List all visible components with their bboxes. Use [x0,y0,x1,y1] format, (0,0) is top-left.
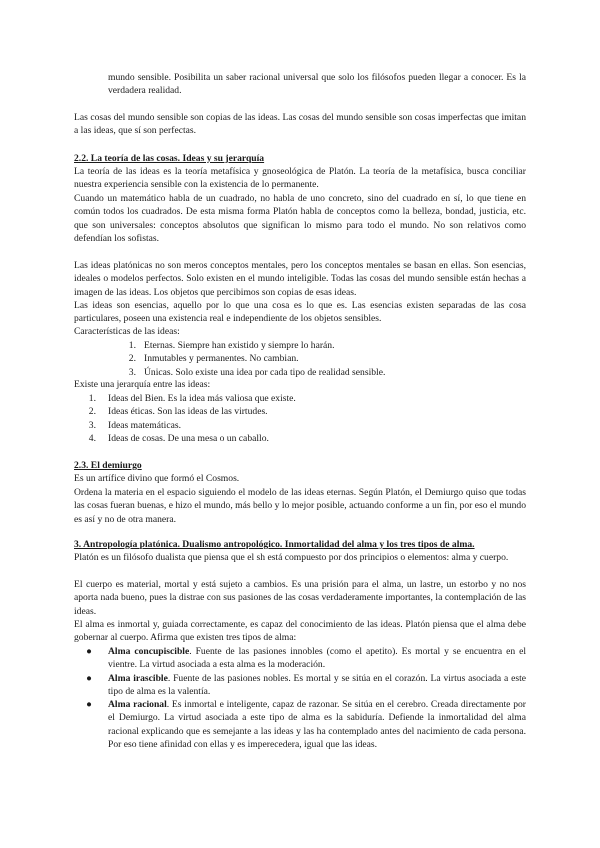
intro-continuation: mundo sensible. Posibilita un saber racional universal que solo los filósofos pueden llegar a conocer. Es la verdadera realidad. [108,72,526,97]
soul-name: Alma racional [108,699,167,711]
list-item: 2. Ideas éticas. Son las ideas de las virtudes. [88,406,268,418]
section-3-heading: 3. Antropología platónica. Dualismo antropológico. Inmortalidad del alma y los tres tipos de alma. [74,539,475,550]
characteristics-list [74,339,526,379]
intro-copies-paragraph: Las cosas del mundo sensible son copias de las ideas. Las cosas del mundo sensible son cosas imperfectas que imitan a las ideas, que sí son perfectas. [74,112,526,137]
list-item: ● Alma racional. Es inmortal e inteligente, capaz de razonar. Se sitúa en el cerebro. Creada directamente por el Demiurgo. La virtud asociada a este tipo de alma es la sabiduría. Defiende la inmortalidad del alma racional explicando que es semejante a las ideas y las ha contemplado antes del nacimiento de cada persona. Por eso tiene afinidad con ellas y es imperecedera, igual que las ideas. [74,698,526,751]
list-item: 3. Ideas matemáticas. [88,419,181,431]
s23-paragraph-2: Ordena la materia en el espacio siguiendo el modelo de las ideas eternas. Según Platón, el Demiurgo quiso que todas las cosas fueran buenas, e hizo el mundo, más bello y lo mejor posible, actuando conforme a un fin, por eso el mundo es así y no de otra manera. [74,487,526,525]
section-2-2-heading: 2.2. La teoría de las cosas. Ideas y su jerarquía [74,153,265,164]
hierarchy-label: Existe una jerarquía entre las ideas: [74,379,211,390]
list-item: 3. Únicas. Solo existe una idea por cada tipo de realidad sensible. [128,366,386,378]
hierarchy-list [74,392,526,445]
list-item: 2. Inmutables y permanentes. No cambian. [128,353,299,365]
list-item: 4. Ideas de cosas. De una mesa o un caballo. [88,432,269,444]
bullet-icon: ● [86,672,92,684]
s23-paragraph-1: Es un artífice divino que formó el Cosmos. [74,473,240,484]
bullet-icon: ● [86,699,92,711]
section-2-3-heading: 2.3. El demiurgo [74,460,142,471]
list-item: ● Alma irascible. Fuente de las pasiones nobles. Es mortal y se sitúa en el corazón. La virtus asociada a este tipo de alma es la valentía. [74,672,526,699]
soul-name: Alma concupiscible [108,646,190,657]
list-item: ● Alma concupiscible. Fuente de las pasiones innobles (como el apetito). Es mortal y se encuentra en el vientre. La virtud asociada a esta alma es la moderación. [74,645,526,672]
s22-paragraph-2: Cuando un matemático habla de un cuadrado, no habla de uno concreto, sino del cuadrado en sí, lo que tiene en común todos los cuadrados. De esta misma forma Platón habla de conceptos como la belleza, bondad, justicia, etc. que son universales: conceptos absolutos que significan lo mismo para todo el mundo. No son relativos como defendían los sofistas. [74,193,526,244]
s22-paragraph-4: Las ideas son esencias, aquello por lo que una cosa es lo que es. Las esencias existen separadas de las cosa particulares, poseen una existencia real e independiente de los objetos sensibles. [74,300,526,325]
s3-paragraph-3: El alma es inmortal y, guiada correctamente, es capaz del conocimiento de las ideas. Platón piensa que el alma debe gobernar al cuerpo. Afirma que existen tres tipos de alma: [74,619,526,644]
bullet-icon: ● [86,646,92,657]
s3-paragraph-1: Platón es un filósofo dualista que piensa que el sh está compuesto por dos principios o elementos: alma y cuerpo. [74,552,509,563]
soul-name: Alma irascible [108,672,168,684]
soul-types-list [74,645,526,751]
s22-paragraph-3: Las ideas platónicas no son meros conceptos mentales, pero los conceptos mentales se basan en ellas. Son esencias, ideales o modelos perfectos. Solo existen en el mundo inteligible. Todas las cosas del mundo sensible están hechas a imagen de las ideas. Los objetos que percibimos son copias de esas ideas. [74,260,526,298]
characteristics-label: Características de las ideas: [74,326,180,337]
s3-paragraph-2: El cuerpo es material, mortal y está sujeto a cambios. Es una prisión para el alma, un lastre, un estorbo y no nos aporta nada bueno, pues la distrae con sus pasiones de las cosas verdaderamente importantes, la contemplación de las ideas. [74,579,526,617]
s22-paragraph-1: La teoría de las ideas es la teoría metafísica y gnoseológica de Platón. La teoría de la metafísica, busca conciliar nuestra experiencia sensible con la existencia de lo permanente. [74,166,526,191]
list-item: 1. Eternas. Siempre han existido y siempre lo harán. [128,340,335,351]
list-item: 1. Ideas del Bien. Es la idea más valiosa que existe. [88,393,296,404]
